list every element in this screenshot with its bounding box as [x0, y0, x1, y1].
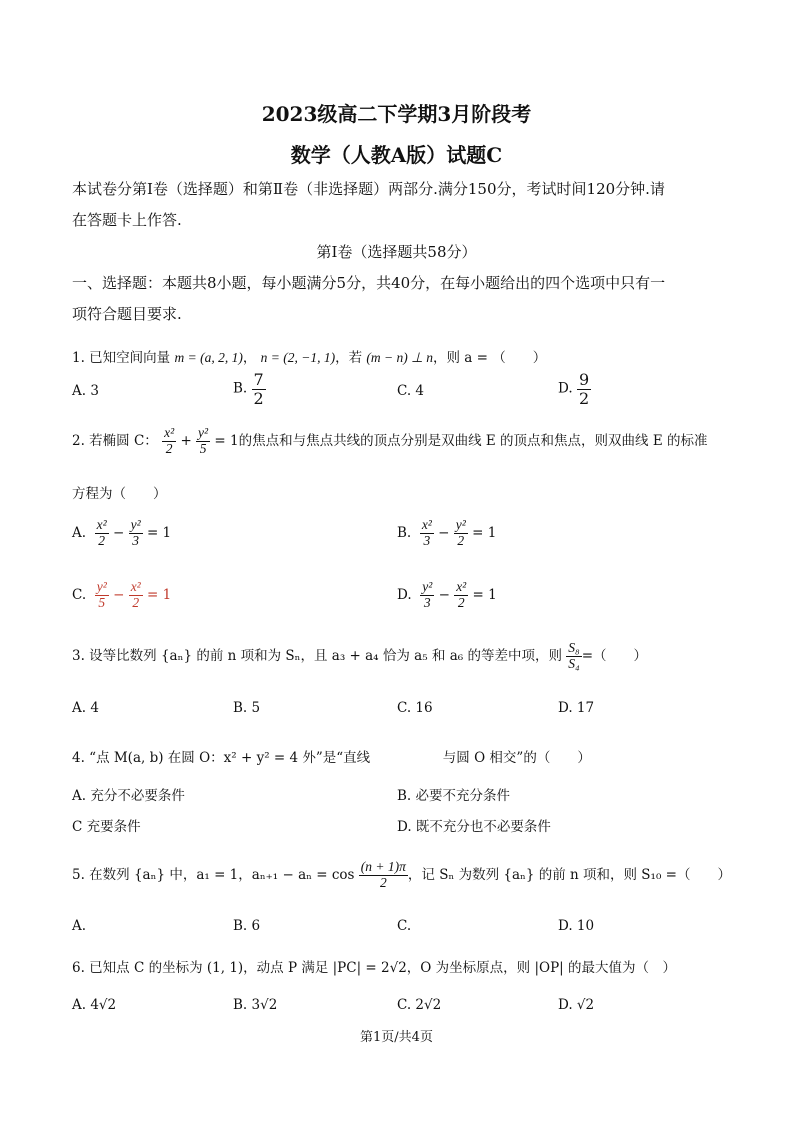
q1-option-b: [233, 371, 266, 407]
q4-tail: 与圆 O 相交”的（ ）: [442, 750, 591, 766]
q2-a-d1: 2: [98, 532, 106, 548]
q1-condition: (m − n) ⊥ n: [366, 350, 434, 365]
q2-b-d2: 2: [457, 532, 465, 548]
q3-option-d: D. 17: [558, 700, 595, 716]
q1-option-a: A. 3: [72, 383, 99, 399]
q2-text: 的焦点和与焦点共线的顶点分别是双曲线 E 的顶点和焦点，则双曲线 E 的标准: [238, 432, 708, 449]
question-6: 6. 已知点 C 的坐标为 (1, 1)，动点 P 满足 |PC| = 2√2，O 为坐标原点，则 |OP| 的最大值为（ ）: [72, 960, 676, 976]
section-heading: 第Ⅰ卷（选择题共58分）: [316, 243, 477, 261]
q2-lead: 2. 若椭圆 C：: [72, 432, 158, 449]
q6-option-c: C. 2√2: [397, 997, 442, 1013]
q3-option-b: B. 5: [233, 700, 261, 716]
q1-option-d-den: 2: [578, 388, 590, 408]
q6-option-b: B. 3√2: [233, 997, 278, 1013]
q2-c-d2: 2: [132, 594, 140, 610]
q2-c-n1: y²: [96, 579, 107, 594]
q2-d-op: −: [438, 586, 450, 603]
q2-option-d-label: D.: [397, 586, 412, 603]
q2-c-d1: 5: [98, 594, 106, 610]
q1-option-d: [558, 371, 591, 407]
q2-c-n2: x²: [130, 579, 141, 594]
q3-frac-num: S₈: [568, 640, 580, 655]
q2-d-d1: 3: [423, 594, 431, 610]
q1-lead: 1. 已知空间向量: [72, 350, 171, 366]
q5-frac-num: (n + 1)π: [360, 859, 406, 874]
q2-eq-num1: x²: [164, 425, 175, 440]
q2-option-a-label: A.: [72, 524, 87, 541]
q5-lead: 5. 在数列 {aₙ} 中，a₁ = 1，aₙ₊₁ − aₙ = cos: [72, 866, 355, 883]
q2-b-n1: x²: [421, 517, 432, 532]
q3-ask: =（ ）: [581, 647, 648, 664]
question-2: [72, 426, 707, 457]
question-2-cont: 方程为（ ）: [72, 486, 167, 502]
exam-title: 2023级高二下学期3月阶段考: [261, 102, 532, 126]
q4-option-d: D. 既不充分也不必要条件: [397, 819, 551, 835]
q2-eq-den1: 2: [165, 440, 173, 456]
q1-vector-n: n = (2, −1, 1): [260, 350, 336, 365]
q2-d-d2: 2: [457, 594, 465, 610]
section-desc-2: 项符合题目要求.: [72, 305, 182, 323]
q5-option-c: C.: [397, 918, 412, 934]
q2-b-n2: y²: [455, 517, 466, 532]
exam-subtitle: 数学（人教A版）试题C: [290, 143, 503, 167]
q2-b-op: −: [438, 524, 450, 541]
question-5: [72, 860, 731, 891]
q5-option-a: A.: [72, 918, 87, 934]
q1-option-b-den: 2: [253, 388, 264, 408]
q2-option-c: [72, 580, 171, 611]
q4-option-c: C 充要条件: [72, 819, 141, 835]
q2-a-d2: 3: [132, 532, 139, 548]
q1-cond-pre: ，若: [335, 350, 363, 366]
q3-option-a: A. 4: [72, 700, 99, 716]
q2-a-rhs: = 1: [146, 524, 172, 541]
q2-d-rhs: = 1: [472, 586, 497, 603]
q5-option-b: B. 6: [233, 918, 261, 934]
q5-option-d: D. 10: [558, 918, 595, 934]
question-4: [72, 746, 591, 766]
q6-option-a: A. 4√2: [72, 997, 117, 1013]
q4-option-a: A. 充分不必要条件: [72, 788, 185, 804]
intro-line-1: 本试卷分第Ⅰ卷（选择题）和第Ⅱ卷（非选择题）两部分.满分150分，考试时间120分钟.请: [72, 180, 665, 198]
q1-vector-m: m = (a, 2, 1): [174, 350, 243, 365]
q1-option-d-num: 9: [578, 370, 590, 389]
q3-option-c: C. 16: [397, 700, 433, 716]
q2-option-b-label: B.: [397, 524, 412, 541]
q2-a-n2: y²: [130, 517, 141, 532]
q2-option-b: [397, 518, 496, 549]
q5-frac-den: 2: [379, 874, 387, 890]
q2-eq-rhs: = 1: [214, 432, 239, 449]
q5-tail: ，记 Sₙ 为数列 {aₙ} 的前 n 项和，则 S₁₀ =（ ）: [407, 866, 731, 883]
q2-option-c-label: C.: [72, 586, 87, 603]
q2-eq-den2: 5: [199, 440, 207, 456]
q6-option-d: D. √2: [558, 997, 595, 1013]
q2-option-a: [72, 518, 171, 549]
q2-option-d: [397, 580, 497, 611]
q1-ask: ，则 a = （ ）: [433, 350, 547, 366]
q4-option-b: B. 必要不充分条件: [397, 788, 511, 804]
q2-c-rhs: = 1: [147, 586, 172, 603]
q2-d-n2: x²: [456, 579, 467, 594]
page-footer: 第1页/共4页: [360, 1030, 433, 1045]
q2-a-n1: x²: [96, 517, 107, 532]
q2-a-op: −: [112, 524, 125, 541]
question-3: [72, 641, 647, 672]
q2-eq-plus: +: [180, 432, 192, 449]
q2-d-n1: y²: [422, 579, 433, 594]
q4-lead: 4. “点 M(a, b) 在圆 O：x² + y² = 4 外”是“直线: [72, 750, 371, 766]
q2-eq-num2: y²: [198, 425, 209, 440]
q2-b-d1: 3: [423, 532, 431, 548]
q3-frac-den: S₄: [568, 655, 580, 671]
q2-c-op: −: [113, 586, 125, 603]
q3-lead: 3. 设等比数列 {aₙ} 的前 n 项和为 Sₙ，且 a₃ + a₄ 恰为 a₅ 和 a₆ 的等差中项，则: [72, 647, 562, 664]
q1-option-b-num: 7: [253, 370, 264, 389]
q1-option-b-label: B.: [233, 380, 248, 397]
q1-option-c: C. 4: [397, 383, 425, 399]
intro-line-2: 在答题卡上作答.: [72, 211, 182, 229]
q1-option-d-label: D.: [558, 380, 573, 397]
section-desc-1: 一、选择题：本题共8小题，每小题满分5分，共40分，在每小题给出的四个选项中只有一: [72, 274, 666, 292]
q2-b-rhs: = 1: [472, 524, 497, 541]
question-1: 1. 已知空间向量 m = (a, 2, 1)， n = (2, −1, 1)，若 (m − n) ⊥ n，则 a = （ ）: [72, 350, 547, 366]
